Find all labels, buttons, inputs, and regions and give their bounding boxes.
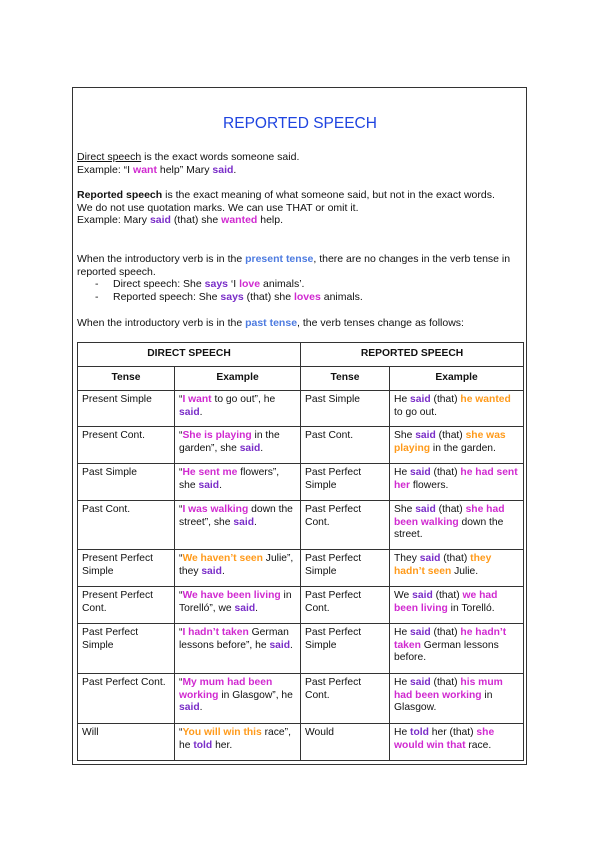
highlight: told xyxy=(193,739,213,751)
tense-cell: Past Perfect Cont. xyxy=(301,587,390,624)
highlight: You will win this xyxy=(182,727,262,738)
highlight: we had been living xyxy=(394,590,498,614)
tense-cell: Past Cont. xyxy=(78,501,175,550)
highlight: She is playing xyxy=(182,430,252,441)
tense-cell: Past Perfect Cont. xyxy=(301,501,390,550)
text: When the introductory verb is in the xyxy=(77,253,246,265)
highlight: said xyxy=(410,627,431,638)
text: . xyxy=(290,639,293,651)
tense-cell: Past Cont. xyxy=(301,427,390,464)
text: . xyxy=(199,702,203,713)
text: . xyxy=(255,602,258,614)
text: down the street”, she xyxy=(179,504,293,528)
text: in the garden”, she xyxy=(179,430,280,454)
tense-cell: Past Simple xyxy=(301,391,390,427)
table-row xyxy=(78,674,524,724)
table-row xyxy=(78,391,524,427)
highlight: they hadn’t seen xyxy=(394,553,492,577)
highlight: says xyxy=(204,278,228,290)
example-cell xyxy=(390,724,524,761)
past-tense-paragraph xyxy=(77,317,522,330)
highlight: said xyxy=(410,677,431,688)
text: “ xyxy=(179,553,183,564)
highlight: said xyxy=(410,394,431,405)
tense-cell: Past Perfect Simple xyxy=(301,464,390,501)
text: , the verb tenses change as follows: xyxy=(297,317,464,329)
text: in the garden. xyxy=(430,442,496,454)
text: (that) xyxy=(430,394,461,405)
highlight: past tense xyxy=(245,317,298,329)
text: help” Mary xyxy=(156,163,213,176)
highlight: says xyxy=(220,290,244,303)
text: her. xyxy=(212,739,233,751)
highlight: I was walking xyxy=(182,504,249,515)
highlight: he wanted xyxy=(460,394,511,405)
table-row xyxy=(78,724,524,761)
highlight: said xyxy=(149,214,171,226)
text: When the introductory verb is in the xyxy=(77,317,246,329)
text: ‘I xyxy=(228,278,240,290)
highlight: said xyxy=(233,516,254,528)
text: (that) xyxy=(440,553,471,564)
text: to go out. xyxy=(394,406,437,418)
text: animals. xyxy=(320,290,363,303)
highlight: he had sent her xyxy=(394,467,518,491)
column-header-example: Example xyxy=(175,367,301,391)
text: Direct speech: She xyxy=(113,278,205,290)
text: “ xyxy=(179,727,183,738)
tense-cell: Will xyxy=(78,724,175,761)
highlight: love xyxy=(239,278,261,290)
text: “ xyxy=(179,590,183,601)
column-header-tense: Tense xyxy=(301,367,390,391)
text: (that) xyxy=(430,677,461,688)
tense-cell: Past Simple xyxy=(78,464,175,501)
tense-cell: Present Cont. xyxy=(78,427,175,464)
text: He xyxy=(394,627,411,638)
highlight: said xyxy=(419,553,441,564)
highlight: said xyxy=(412,590,433,601)
highlight: said xyxy=(234,602,256,614)
table-header-row xyxy=(78,343,524,367)
table-row xyxy=(78,427,524,464)
text: Example: Mary xyxy=(77,214,150,226)
example-cell xyxy=(175,624,301,674)
direct-speech-term: Direct speech xyxy=(77,151,142,163)
text: Julie”, they xyxy=(179,553,294,577)
highlight: wanted xyxy=(221,214,258,226)
text: race. xyxy=(465,739,492,751)
example-cell xyxy=(390,550,524,587)
text: in Glasgow”, he xyxy=(218,689,293,701)
highlight: said xyxy=(212,163,234,176)
text: in Glasgow. xyxy=(394,689,493,713)
example-cell xyxy=(390,464,524,501)
example-cell xyxy=(175,427,301,464)
tense-cell: Present Simple xyxy=(78,391,175,427)
highlight: said xyxy=(201,565,222,577)
reported-speech-header: REPORTED SPEECH xyxy=(301,343,524,367)
text: in Torelló”, we xyxy=(179,590,292,614)
highlight: she had been walking xyxy=(394,504,505,528)
highlight: said xyxy=(179,702,200,713)
highlight: he hadn’t taken xyxy=(394,627,507,651)
highlight: I want xyxy=(182,394,212,405)
tense-cell: Past Perfect Cont. xyxy=(301,674,390,724)
text: He xyxy=(394,727,411,738)
text: . xyxy=(233,163,237,176)
example-cell xyxy=(175,391,301,427)
highlight: My mum had been working xyxy=(179,677,273,701)
text: (that) xyxy=(430,467,461,478)
text: flowers. xyxy=(410,479,449,491)
text: Julie. xyxy=(451,565,479,577)
text: animals’. xyxy=(260,278,305,290)
highlight: said xyxy=(269,639,291,651)
highlight: said xyxy=(415,504,436,515)
table-row xyxy=(78,624,524,674)
text: help. xyxy=(257,214,284,226)
table-subheader-row xyxy=(78,367,524,391)
text: He xyxy=(394,394,411,405)
text: German lessons before”, he xyxy=(179,627,289,651)
tense-cell: Present Perfect Simple xyxy=(78,550,175,587)
text: . xyxy=(219,479,222,491)
example-cell xyxy=(175,724,301,761)
text: They xyxy=(394,553,420,564)
text: He xyxy=(394,677,411,688)
highlight: said xyxy=(415,430,436,441)
text: flowers”, she xyxy=(179,467,280,491)
example-cell xyxy=(175,550,301,587)
reported-speech-definition xyxy=(77,189,522,227)
example-cell xyxy=(175,587,301,624)
highlight: she would win that xyxy=(394,727,495,751)
example-cell xyxy=(390,674,524,724)
bullet-list xyxy=(77,278,522,303)
table-row xyxy=(78,550,524,587)
text: “ xyxy=(179,430,183,441)
column-header-tense: Tense xyxy=(78,367,175,391)
text: is the exact words someone said. xyxy=(141,151,300,163)
text: her (that) xyxy=(428,727,477,738)
highlight: said xyxy=(179,406,200,418)
text: . xyxy=(199,406,203,418)
example-cell xyxy=(175,464,301,501)
present-tense-paragraph xyxy=(77,253,522,303)
example-cell xyxy=(390,391,524,427)
highlight: said xyxy=(410,467,431,478)
text: She xyxy=(394,430,416,441)
reported-speech-term: Reported speech xyxy=(77,189,163,201)
tense-table xyxy=(77,342,524,761)
text: “ xyxy=(179,394,183,405)
example-cell xyxy=(390,501,524,550)
text: . xyxy=(221,565,225,577)
text: (that) xyxy=(435,504,466,515)
highlight: his mum had been working xyxy=(394,677,503,701)
highlight: We haven’t seen xyxy=(182,553,263,564)
text: to go out”, he xyxy=(211,394,276,405)
text: “ xyxy=(179,467,183,478)
tense-cell: Would xyxy=(301,724,390,761)
highlight: told xyxy=(410,727,429,738)
text: down the street. xyxy=(394,516,504,540)
text: He xyxy=(394,467,411,478)
text: Example: “I xyxy=(77,163,134,176)
tense-cell: Present Perfect Cont. xyxy=(78,587,175,624)
list-item xyxy=(77,291,522,304)
table-row xyxy=(78,464,524,501)
tense-cell: Past Perfect Simple xyxy=(301,550,390,587)
text: She xyxy=(394,504,416,515)
text: race”, he xyxy=(179,727,291,751)
example-cell xyxy=(390,624,524,674)
list-item xyxy=(77,278,522,291)
text: German lessons before. xyxy=(394,639,499,663)
highlight: she was playing xyxy=(394,430,506,454)
text: We xyxy=(394,590,413,601)
table-row xyxy=(78,587,524,624)
tense-cell: Past Perfect Simple xyxy=(301,624,390,674)
example-cell xyxy=(390,587,524,624)
text: “ xyxy=(179,677,183,688)
direct-speech-definition xyxy=(77,151,522,176)
highlight: loves xyxy=(293,290,321,303)
highlight: He sent me xyxy=(182,467,238,478)
text: (that) xyxy=(432,590,463,601)
highlight: said xyxy=(198,479,220,491)
text: . xyxy=(260,442,264,454)
table-row xyxy=(78,501,524,550)
highlight: I hadn’t taken xyxy=(182,627,249,638)
text: (that) xyxy=(435,430,466,441)
text: is the exact meaning of what someone said, but not in the exact words. xyxy=(162,189,495,201)
text: Reported speech: She xyxy=(113,290,221,303)
page-title: REPORTED SPEECH xyxy=(223,115,377,132)
text: (that) she xyxy=(243,290,294,303)
tense-cell: Past Perfect Cont. xyxy=(78,674,175,724)
example-cell xyxy=(390,427,524,464)
text: (that) xyxy=(430,627,461,638)
highlight: We have been living xyxy=(182,590,281,601)
text: (that) she xyxy=(170,214,222,226)
tense-cell: Past Perfect Simple xyxy=(78,624,175,674)
direct-speech-header: DIRECT SPEECH xyxy=(78,343,301,367)
example-cell xyxy=(175,674,301,724)
text: in Torelló. xyxy=(447,602,495,614)
text: . xyxy=(253,516,257,528)
text: “ xyxy=(179,504,183,515)
highlight: want xyxy=(133,163,157,176)
column-header-example: Example xyxy=(390,367,524,391)
text: We do not use quotation marks. We can use THAT or omit it. xyxy=(77,201,359,214)
example-cell xyxy=(175,501,301,550)
highlight: present tense xyxy=(245,253,314,265)
highlight: said xyxy=(239,442,261,454)
text: , there are no changes in the verb tense in reported speech. xyxy=(77,253,511,278)
text: “ xyxy=(179,627,183,638)
